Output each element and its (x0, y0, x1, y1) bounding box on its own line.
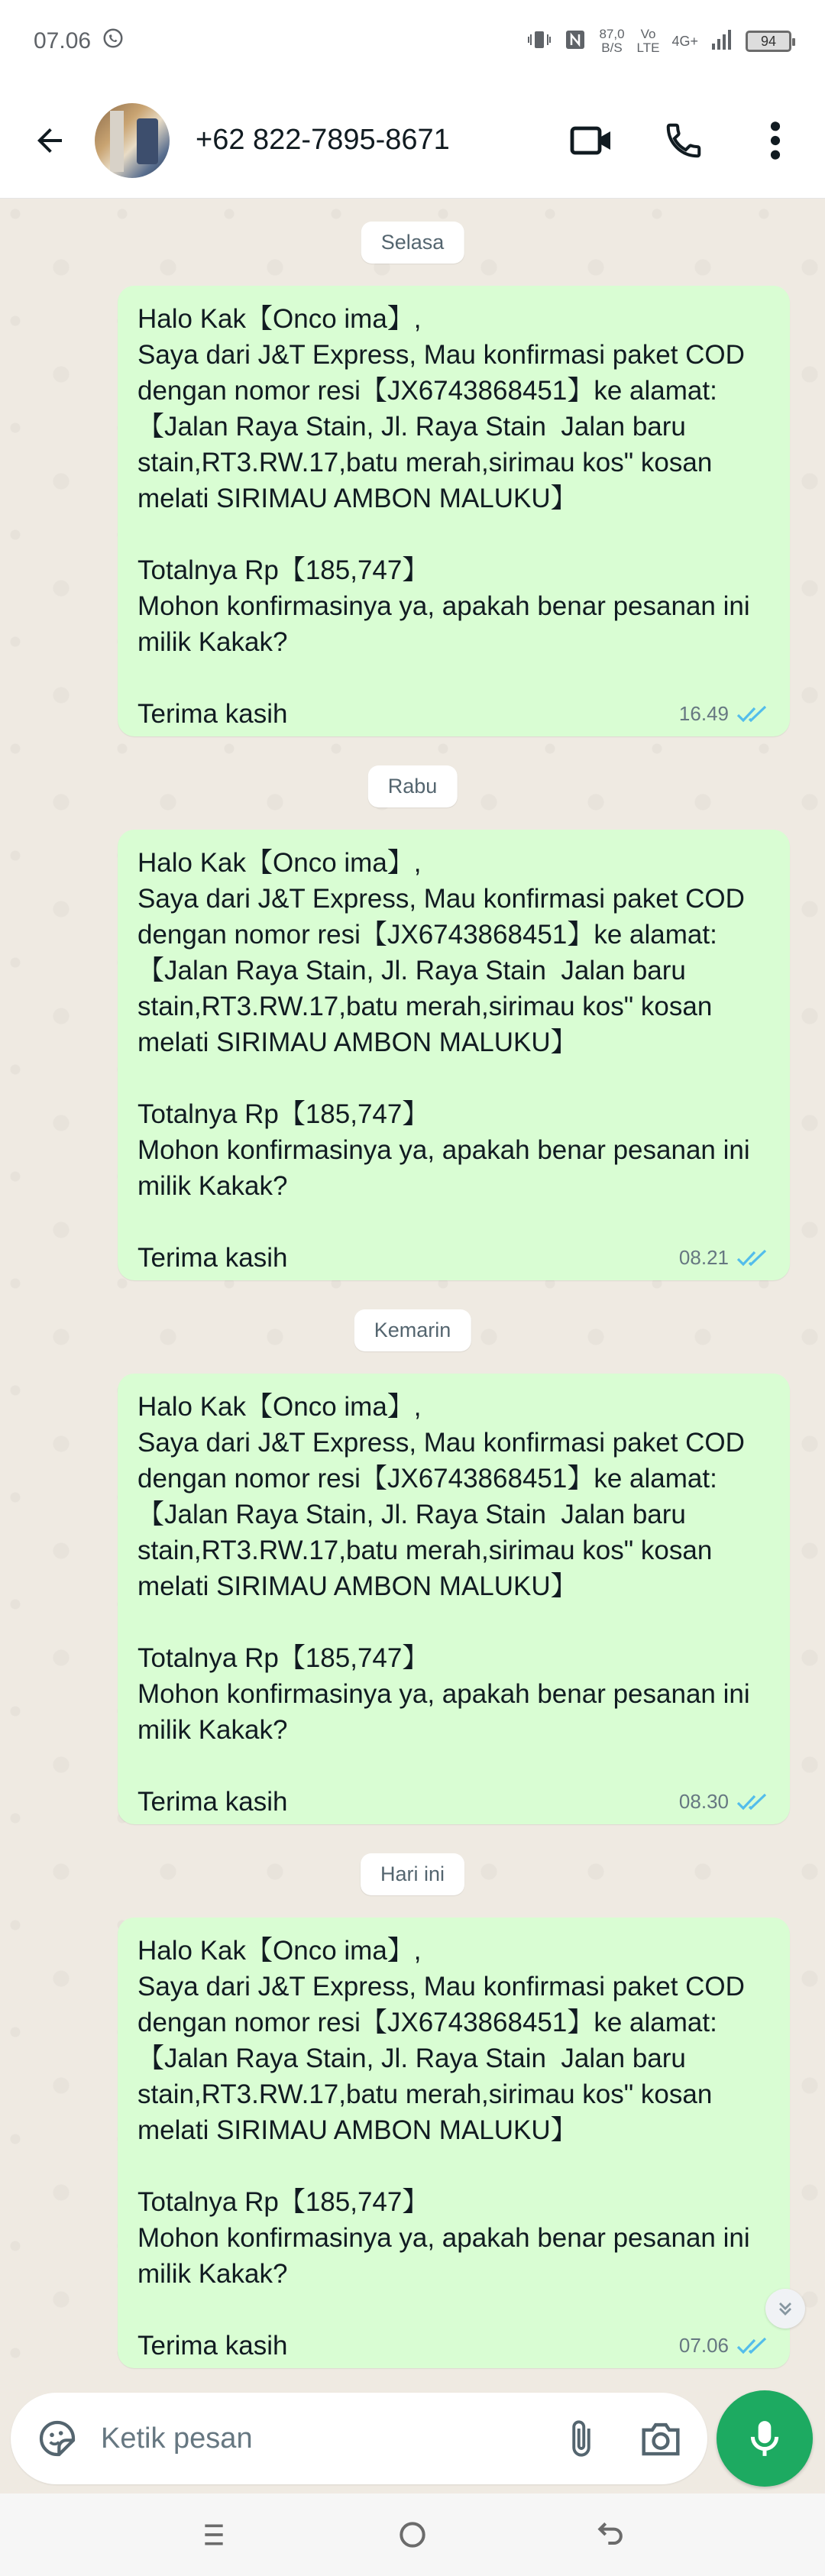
more-vert-icon (768, 119, 783, 162)
message-bubble[interactable] (118, 1374, 790, 1824)
status-bar (0, 0, 825, 83)
vibrate-icon (527, 28, 552, 55)
back-button[interactable] (15, 106, 84, 175)
net-speed-unit: B/S (601, 40, 623, 55)
scroll-to-bottom-button[interactable] (765, 2289, 805, 2328)
chat-header (0, 83, 825, 199)
more-options-button[interactable] (749, 114, 802, 167)
double-check-icon (736, 2336, 770, 2356)
date-divider: Kemarin (354, 1309, 471, 1351)
date-divider: Selasa (361, 222, 464, 264)
back-arrow-icon (594, 2518, 628, 2552)
message-text: Halo Kak【Onco ima】, Saya dari J&T Express, Mau konfirmasi paket COD dengan nomor resi【JX6743868451】ke alamat:【Jalan Raya Stain, Jl. Raya Stain Jalan baru stain,RT3.RW.17,batu merah,sirimau kos" kosan melati SIRIMAU AMBON MALUKU】 Totalnya Rp【185,747】 Mohon konfirmasinya ya, apakah benar pesanan ini milik Kakak? Terima kasih (138, 848, 750, 1273)
status-left (34, 27, 125, 56)
header-actions (565, 114, 802, 167)
net-speed (599, 28, 624, 55)
composer-bar (0, 2388, 825, 2489)
message-time: 08.21 (678, 1246, 729, 1269)
message-bubble[interactable] (118, 286, 790, 736)
circle-home-icon (396, 2518, 429, 2552)
message-time: 08.30 (678, 1790, 729, 1813)
double-check-icon (736, 1248, 770, 1268)
paperclip-icon (561, 2417, 601, 2460)
message-time: 07.06 (678, 2334, 729, 2357)
microphone-icon (746, 2417, 784, 2460)
message-bubble[interactable] (118, 830, 790, 1280)
date-divider: Rabu (368, 765, 458, 807)
battery-icon (746, 31, 791, 52)
video-camera-icon (569, 122, 615, 159)
network-type: 4G+ (671, 33, 698, 49)
status-right (527, 28, 791, 55)
whatsapp-notification-icon (102, 27, 125, 56)
menu-lines-icon (199, 2519, 229, 2550)
contact-name[interactable]: +62 822-7895-8671 (196, 124, 450, 156)
phone-icon (663, 120, 704, 161)
back-nav-button[interactable] (581, 2504, 642, 2565)
message-meta (679, 702, 770, 726)
recents-button[interactable] (183, 2504, 244, 2565)
contact-avatar[interactable] (95, 103, 170, 178)
composer-pill (11, 2393, 707, 2484)
volte-top: Vo (640, 27, 656, 41)
message-meta (679, 1246, 770, 1270)
date-divider: Hari ini (361, 1853, 464, 1895)
message-time: 16.49 (678, 702, 729, 725)
message-meta (679, 1790, 770, 1814)
net-speed-value: 87,0 (599, 27, 625, 41)
volte-bottom: LTE (636, 40, 660, 55)
double-chevron-down-icon (775, 2298, 796, 2319)
attach-button[interactable] (555, 2412, 608, 2465)
message-text: Halo Kak【Onco ima】, Saya dari J&T Express, Mau konfirmasi paket COD dengan nomor resi【JX6743868451】ke alamat:【Jalan Raya Stain, Jl. Raya Stain Jalan baru stain,RT3.RW.17,batu merah,sirimau kos" kosan melati SIRIMAU AMBON MALUKU】 Totalnya Rp【185,747】 Mohon konfirmasinya ya, apakah benar pesanan ini milik Kakak? Terima kasih (138, 304, 750, 729)
chat-area[interactable] (0, 199, 825, 2388)
message-text: Halo Kak【Onco ima】, Saya dari J&T Express, Mau konfirmasi paket COD dengan nomor resi【JX6743868451】ke alamat:【Jalan Raya Stain, Jl. Raya Stain Jalan baru stain,RT3.RW.17,batu merah,sirimau kos" kosan melati SIRIMAU AMBON MALUKU】 Totalnya Rp【185,747】 Mohon konfirmasinya ya, apakah benar pesanan ini milik Kakak? Terima kasih (138, 1392, 750, 1817)
nfc-icon (564, 28, 587, 55)
voice-record-button[interactable] (717, 2390, 813, 2487)
camera-button[interactable] (634, 2412, 688, 2465)
sticker-button[interactable] (31, 2412, 84, 2465)
home-button[interactable] (382, 2504, 443, 2565)
signal-icon (710, 28, 733, 55)
status-time: 07.06 (34, 28, 92, 53)
video-call-button[interactable] (565, 114, 619, 167)
system-nav-bar (0, 2493, 825, 2576)
volte-indicator (637, 28, 660, 55)
message-input[interactable] (101, 2422, 555, 2455)
camera-icon (639, 2419, 683, 2458)
sticker-icon (36, 2417, 79, 2460)
arrow-left-icon (31, 122, 68, 159)
voice-call-button[interactable] (657, 114, 710, 167)
message-text: Halo Kak【Onco ima】, Saya dari J&T Express, Mau konfirmasi paket COD dengan nomor resi【JX6743868451】ke alamat:【Jalan Raya Stain, Jl. Raya Stain Jalan baru stain,RT3.RW.17,batu merah,sirimau kos" kosan melati SIRIMAU AMBON MALUKU】 Totalnya Rp【185,747】 Mohon konfirmasinya ya, apakah benar pesanan ini milik Kakak? Terima kasih (138, 1936, 750, 2361)
double-check-icon (736, 1792, 770, 1812)
battery-level: 94 (760, 33, 777, 49)
message-meta (679, 2334, 770, 2358)
double-check-icon (736, 704, 770, 724)
message-bubble[interactable] (118, 1917, 790, 2368)
